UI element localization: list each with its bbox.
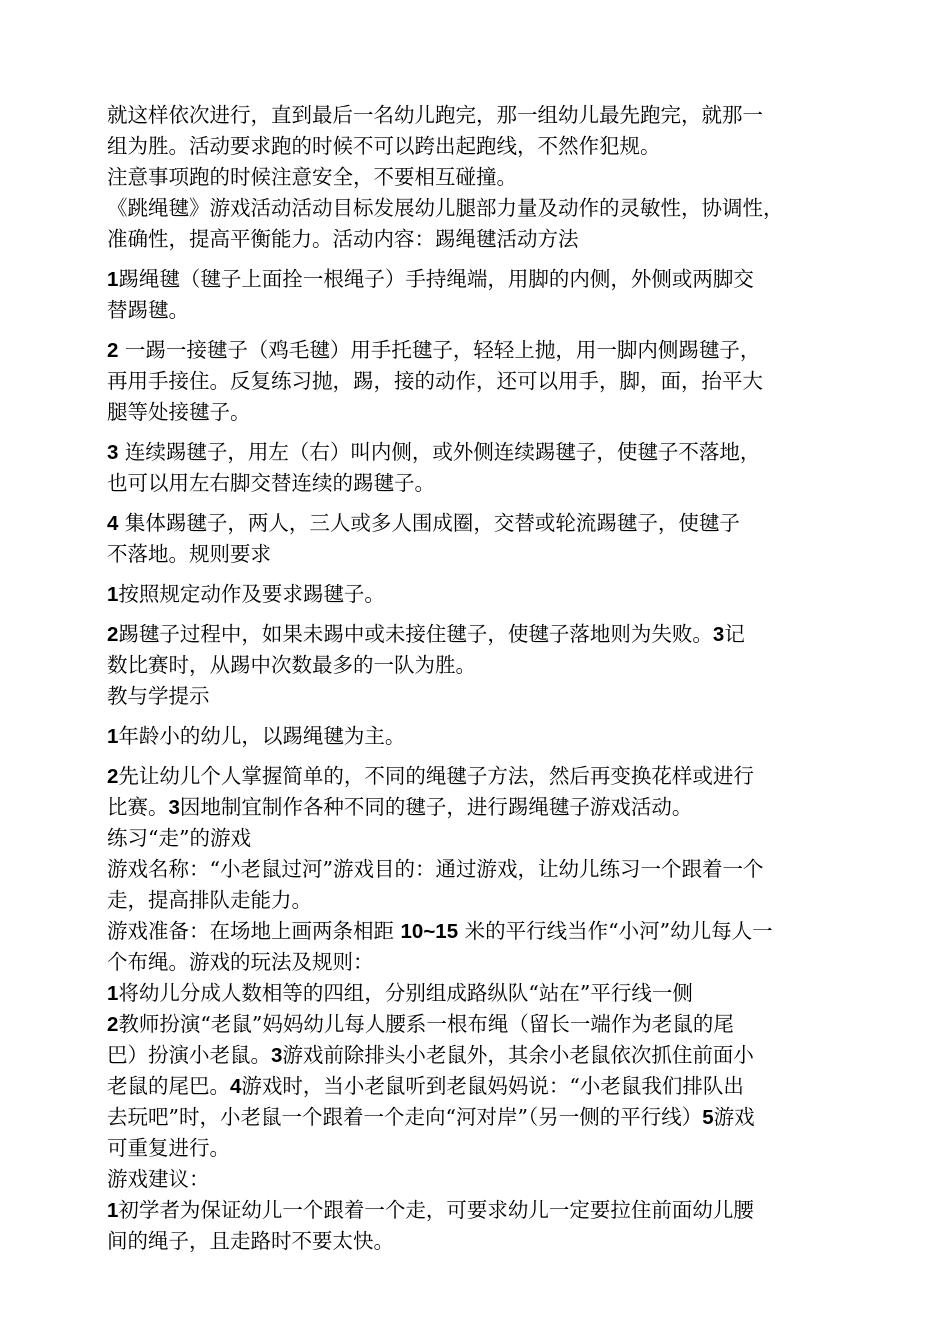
- item-number: 4: [107, 512, 119, 535]
- text-run: 米的平行线当作“小河”幼儿每人一: [458, 919, 773, 943]
- text-run: 连续踢毽子，用左（右）叫内侧，或外侧连续踢毽子，使毽子不落地，: [118, 440, 761, 464]
- text-run: 老鼠的尾巴。: [107, 1074, 230, 1098]
- text-line: [107, 468, 867, 499]
- text-run: 再用手接住。反复练习抛，踢，接的动作，还可以用手，脚，面，抬平大: [107, 369, 763, 393]
- text-line: [107, 885, 867, 916]
- text-run: 练习“走”的游戏: [107, 826, 251, 850]
- item-number: 2: [107, 623, 119, 646]
- text-run: 不落地。规则要求: [107, 542, 271, 566]
- text-run: 年龄小的幼儿，以踢绳毽为主。: [118, 724, 406, 748]
- text-line: [107, 721, 867, 752]
- item-number: 3: [107, 441, 119, 464]
- paragraph: [107, 1164, 867, 1195]
- paragraph: [107, 681, 867, 712]
- item-number: 2: [107, 765, 119, 788]
- paragraph: [107, 823, 867, 854]
- paragraph: [107, 579, 867, 610]
- text-run: 游戏名称：“小老鼠过河”游戏目的：通过游戏，让幼儿练习一个跟着一个: [107, 857, 764, 881]
- text-line: [107, 916, 867, 947]
- paragraph: [107, 619, 867, 681]
- item-number: 2: [107, 1013, 119, 1036]
- paragraph: [107, 264, 867, 326]
- text-line: [107, 681, 867, 712]
- paragraph: [107, 721, 867, 752]
- text-run: 游戏前除排头小老鼠外，其余小老鼠依次抓住前面小: [282, 1043, 754, 1067]
- text-line: [107, 579, 867, 610]
- text-run: 因地制宜制作各种不同的毽子，进行踢绳毽子游戏活动。: [179, 795, 693, 819]
- paragraph: [107, 761, 867, 823]
- text-line: [107, 162, 867, 193]
- text-run: 个布绳。游戏的玩法及规则：: [107, 950, 374, 974]
- item-number: 1: [107, 583, 119, 606]
- text-line: [107, 1195, 867, 1226]
- text-line: [107, 508, 867, 539]
- text-line: [107, 100, 867, 131]
- text-run: 比赛。: [107, 795, 169, 819]
- text-run: 游戏: [713, 1105, 755, 1129]
- paragraph: [107, 100, 867, 162]
- text-line: [107, 1164, 867, 1195]
- text-run: 腿等处接毽子。: [107, 400, 251, 424]
- text-line: [107, 978, 867, 1009]
- text-line: [107, 295, 867, 326]
- text-run: 游戏建议：: [107, 1167, 210, 1191]
- text-line: [107, 1040, 867, 1071]
- text-run: 组为胜。活动要求跑的时候不可以跨出起跑线，不然作犯规。: [107, 134, 661, 158]
- text-line: [107, 1133, 867, 1164]
- item-number: 3: [168, 796, 180, 819]
- item-number: 5: [702, 1106, 714, 1129]
- text-line: [107, 1102, 867, 1133]
- text-line: [107, 131, 867, 162]
- paragraph: [107, 1009, 867, 1164]
- text-run: 将幼儿分成人数相等的四组，分别组成路纵队“站在”平行线一侧: [118, 981, 693, 1005]
- document-page: [107, 100, 867, 1257]
- text-line: [107, 264, 867, 295]
- paragraph: [107, 162, 867, 193]
- text-run: 就这样依次进行，直到最后一名幼儿跑完，那一组幼儿最先跑完，就那一: [107, 103, 763, 127]
- item-number: 1: [107, 1199, 119, 1222]
- text-line: [107, 619, 867, 650]
- text-run: 可重复进行。: [107, 1136, 230, 1160]
- text-run: 一踢一接毽子（鸡毛毽）用手托毽子，轻轻上抛，用一脚内侧踢毽子，: [118, 338, 761, 362]
- text-line: [107, 1009, 867, 1040]
- text-line: [107, 792, 867, 823]
- text-run: 数比赛时，从踢中次数最多的一队为胜。: [107, 653, 476, 677]
- text-run: 注意事项跑的时候注意安全，不要相互碰撞。: [107, 165, 517, 189]
- text-line: [107, 437, 867, 468]
- text-line: [107, 224, 867, 255]
- item-number: 2: [107, 339, 119, 362]
- text-run: 记: [724, 622, 745, 646]
- text-run: 替踢毽。: [107, 298, 189, 322]
- text-run: 游戏时，当小老鼠听到老鼠妈妈说：“小老鼠我们排队出: [241, 1074, 744, 1098]
- paragraph: [107, 193, 867, 255]
- text-line: [107, 823, 867, 854]
- item-number: 4: [230, 1075, 242, 1098]
- text-run: 教师扮演“老鼠”妈妈幼儿每人腰系一根布绳（留长一端作为老鼠的尾: [118, 1012, 734, 1036]
- item-number: 1: [107, 268, 119, 291]
- text-run: 间的绳子，且走路时不要太快。: [107, 1229, 394, 1253]
- paragraph: [107, 335, 867, 428]
- item-number: 1: [107, 982, 119, 1005]
- text-line: [107, 854, 867, 885]
- item-number: 3: [712, 623, 725, 646]
- text-line: [107, 397, 867, 428]
- text-line: [107, 761, 867, 792]
- paragraph: [107, 437, 867, 499]
- item-number: 10~15: [400, 920, 459, 943]
- text-run: 先让幼儿个人掌握简单的，不同的绳毽子方法，然后再变换花样或进行: [118, 764, 754, 788]
- item-number: 1: [107, 725, 119, 748]
- text-run: 初学者为保证幼儿一个跟着一个走，可要求幼儿一定要拉住前面幼儿腰: [118, 1198, 754, 1222]
- paragraph: [107, 978, 867, 1009]
- text-run: 《跳绳毽》游戏活动活动目标发展幼儿腿部力量及动作的灵敏性，协调性，: [107, 196, 784, 220]
- text-line: [107, 947, 867, 978]
- text-run: 巴）扮演小老鼠。: [107, 1043, 271, 1067]
- text-line: [107, 335, 867, 366]
- text-line: [107, 1071, 867, 1102]
- text-line: [107, 1226, 867, 1257]
- text-run: 集体踢毽子，两人，三人或多人围成圈，交替或轮流踢毽子，使毽子: [118, 511, 740, 535]
- text-run: 踢毽子过程中，如果未踢中或未接住毽子，使毽子落地则为失败。: [118, 622, 713, 646]
- text-line: [107, 366, 867, 397]
- paragraph: [107, 854, 867, 916]
- text-line: [107, 539, 867, 570]
- text-run: 去玩吧”时，小老鼠一个跟着一个走向“河对岸”（另一侧的平行线）: [107, 1105, 703, 1129]
- text-run: 教与学提示: [107, 684, 210, 708]
- paragraph: [107, 508, 867, 570]
- paragraph: [107, 1195, 867, 1257]
- text-run: 踢绳毽（毽子上面拴一根绳子）手持绳端，用脚的内侧，外侧或两脚交: [118, 267, 754, 291]
- item-number: 3: [271, 1044, 283, 1067]
- text-run: 也可以用左右脚交替连续的踢毽子。: [107, 471, 435, 495]
- paragraph: [107, 916, 867, 978]
- text-line: [107, 193, 867, 224]
- text-run: 走，提高排队走能力。: [107, 888, 312, 912]
- text-run: 准确性，提高平衡能力。活动内容：踢绳毽活动方法: [107, 227, 579, 251]
- text-line: [107, 650, 867, 681]
- text-run: 游戏准备：在场地上画两条相距: [107, 919, 401, 943]
- text-run: 按照规定动作及要求踢毽子。: [118, 582, 385, 606]
